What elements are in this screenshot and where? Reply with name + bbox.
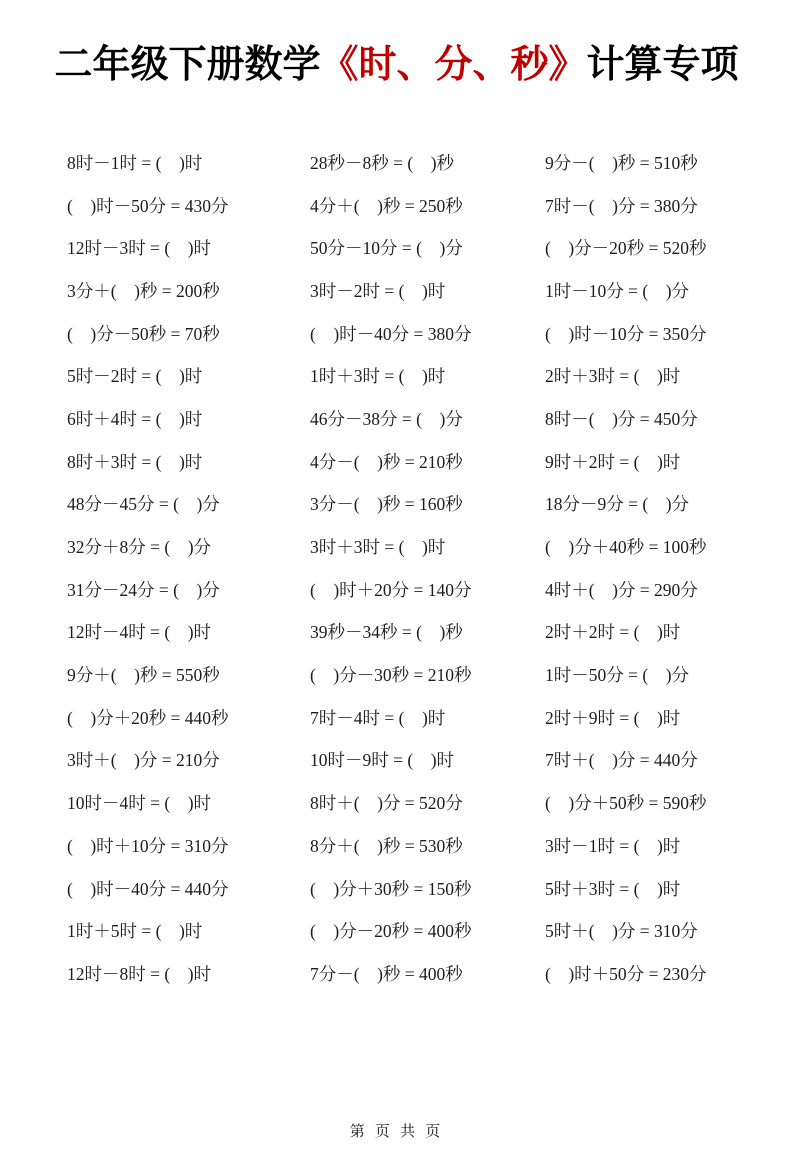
problem-item: 9分＋( )秒 = 550秒 [67, 665, 220, 686]
problem-item: 8时－( )分 = 450分 [545, 408, 698, 429]
problem-item: 7时－( )分 = 380分 [545, 195, 698, 216]
problem-item: 1时－50分 = ( )分 [545, 665, 690, 686]
problem-item: 1时－10分 = ( )分 [545, 280, 690, 301]
problem-item: 12时－4时 = ( )时 [67, 622, 212, 643]
problem-item: 2时＋2时 = ( )时 [545, 622, 681, 643]
title-highlight: 《时、分、秒》 [320, 44, 587, 86]
problem-item: ( )时＋10分 = 310分 [67, 835, 229, 856]
problem-item: 10时－4时 = ( )时 [67, 793, 212, 814]
problem-item: ( )时－10分 = 350分 [545, 323, 707, 344]
problem-item: 9分－( )秒 = 510秒 [545, 152, 698, 173]
problem-item: 32分＋8分 = ( )分 [67, 537, 212, 558]
problem-item: 7时－4时 = ( )时 [310, 707, 446, 728]
problem-item: 10时－9时 = ( )时 [310, 750, 455, 771]
problems-column-3 [545, 141, 763, 995]
problem-item: 1时＋5时 = ( )时 [67, 921, 203, 942]
problem-item: 7分－( )秒 = 400秒 [310, 963, 463, 984]
problem-item: 50分－10分 = ( )分 [310, 238, 463, 259]
problem-item: ( )分＋40秒 = 100秒 [545, 537, 707, 558]
title-suffix: 计算专项 [586, 44, 739, 86]
problems-grid [0, 141, 793, 995]
problem-item: 8时＋3时 = ( )时 [67, 451, 203, 472]
problem-item: 3时＋3时 = ( )时 [310, 537, 446, 558]
problem-item: 4分－( )秒 = 210秒 [310, 451, 463, 472]
problem-item: ( )分－20秒 = 400秒 [310, 921, 472, 942]
problem-item: 46分－38分 = ( )分 [310, 408, 463, 429]
problem-item: 12时－3时 = ( )时 [67, 238, 212, 259]
problem-item: ( )时＋50分 = 230分 [545, 963, 707, 984]
problem-item: ( )分－30秒 = 210秒 [310, 665, 472, 686]
problem-item: 3分－( )秒 = 160秒 [310, 494, 463, 515]
problem-item: 3时＋( )分 = 210分 [67, 750, 220, 771]
problems-column-1 [67, 141, 310, 995]
problem-item: 5时＋3时 = ( )时 [545, 878, 681, 899]
problems-column-2 [310, 141, 545, 995]
problem-item: ( )分＋20秒 = 440秒 [67, 707, 229, 728]
problem-item: 4分＋( )秒 = 250秒 [310, 195, 463, 216]
problem-item: ( )分＋50秒 = 590秒 [545, 793, 707, 814]
problem-item: ( )时－50分 = 430分 [67, 195, 229, 216]
problem-item: 5时＋( )分 = 310分 [545, 921, 698, 942]
page-footer: 第 页 共 页 [349, 1123, 444, 1140]
problem-item: ( )时－40分 = 380分 [310, 323, 472, 344]
problem-item: 28秒－8秒 = ( )秒 [310, 152, 455, 173]
problem-item: 4时＋( )分 = 290分 [545, 579, 698, 600]
problem-item: ( )分－20秒 = 520秒 [545, 238, 707, 259]
problem-item: 3时－1时 = ( )时 [545, 835, 681, 856]
title-prefix: 二年级下册数学 [54, 44, 321, 86]
problem-item: 3分＋( )秒 = 200秒 [67, 280, 220, 301]
problem-item: 18分－9分 = ( )分 [545, 494, 690, 515]
problem-item: ( )分－50秒 = 70秒 [67, 323, 220, 344]
problem-item: 12时－8时 = ( )时 [67, 963, 212, 984]
problem-item: 8分＋( )秒 = 530秒 [310, 835, 463, 856]
problem-item: ( )时－40分 = 440分 [67, 878, 229, 899]
problem-item: 1时＋3时 = ( )时 [310, 366, 446, 387]
problem-item: 7时＋( )分 = 440分 [545, 750, 698, 771]
problem-item: 39秒－34秒 = ( )秒 [310, 622, 463, 643]
problem-item: 8时＋( )分 = 520分 [310, 793, 463, 814]
problem-item: 6时＋4时 = ( )时 [67, 408, 203, 429]
problem-item: 48分－45分 = ( )分 [67, 494, 220, 515]
page-title [0, 40, 793, 90]
problem-item: 8时－1时 = ( )时 [67, 152, 203, 173]
problem-item: 31分－24分 = ( )分 [67, 579, 220, 600]
problem-item: ( )分＋30秒 = 150秒 [310, 878, 472, 899]
worksheet-page [0, 40, 793, 1162]
problem-item: 3时－2时 = ( )时 [310, 280, 446, 301]
problem-item: 9时＋2时 = ( )时 [545, 451, 681, 472]
problem-item: 2时＋9时 = ( )时 [545, 707, 681, 728]
problem-item: 2时＋3时 = ( )时 [545, 366, 681, 387]
problem-item: ( )时＋20分 = 140分 [310, 579, 472, 600]
problem-item: 5时－2时 = ( )时 [67, 366, 203, 387]
